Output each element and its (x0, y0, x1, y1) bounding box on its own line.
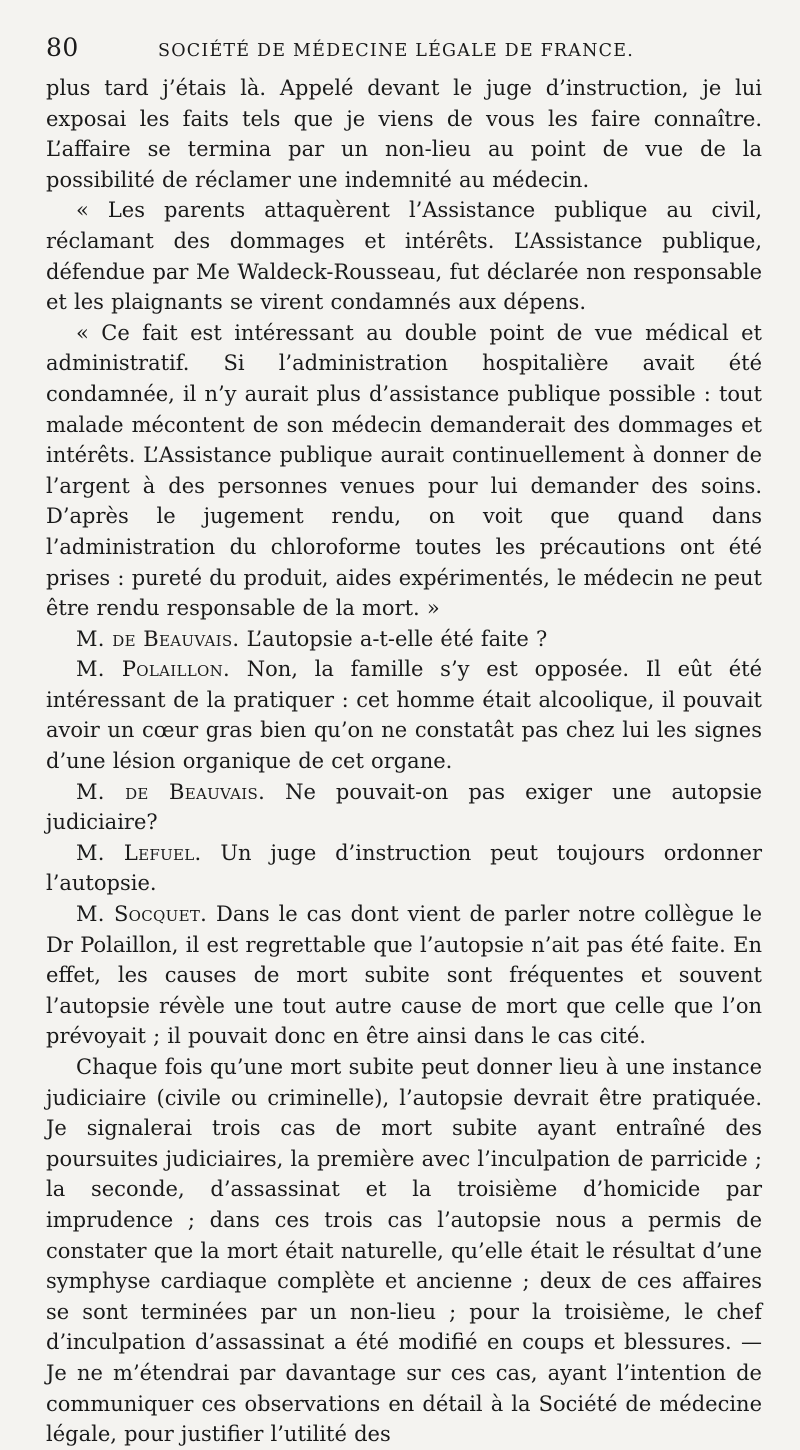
paragraph-text: Un juge d’instruction peut toujours ordonner l’autopsie. (46, 840, 762, 896)
body-text (46, 73, 762, 1450)
page-header (46, 33, 762, 73)
paragraph-text: « Ce fait est intéressant au double point de vue médical et administratif. Si l’administration hospitalière avait été condamnée, il n’y aurait plus d’assistance publique possible : tout malade mécontent de son médecin demanderait des dommages et intérêts. L’Assistance publique aurait continuellement à donner de l’argent à des personnes venues pour lui demander des soins. D’après le jugement rendu, on voit que quand dans l’administration du chloroforme toutes les précautions ont été prises : pureté du produit, aides expérimentés, le médecin ne peut être rendu responsable de la mort. » (46, 320, 762, 621)
paragraph-final (46, 1052, 762, 1450)
speaker-name: M. Lefuel. (76, 840, 202, 865)
dialogue-beauvais-1 (46, 624, 762, 655)
dialogue-socquet (46, 899, 762, 1052)
page-number: 80 (46, 33, 79, 62)
speaker-name: M. Polaillon. (76, 657, 230, 682)
speaker-name: M. de Beauvais. (76, 626, 240, 651)
paragraph-text: Chaque fois qu’une mort subite peut donner lieu à une instance judiciaire (civile ou criminelle), l’autopsie devrait être pratiquée. Je signalerai trois cas de mort subite ayant entraîné des poursuites judiciaires, la première avec l’inculpation de parricide ; la seconde, d’assassinat et la troisième d’homicide par imprudence ; dans ces trois cas l’autopsie nous a permis de constater que la mort était naturelle, qu’elle était le résultat d’une symphyse cardiaque complète et ancienne ; deux de ces affaires se sont terminées par un non-lieu ; pour la troisième, le chef d’inculpation d’assassinat a été modifié en coups et blessures. — Je ne m’étendrai par davantage sur ces cas, ayant l’intention de communiquer ces observations en détail à la Société de médecine légale, pour justifier l’utilité des (46, 1055, 762, 1447)
paragraph-2 (46, 195, 762, 317)
running-head: SOCIÉTÉ DE MÉDECINE LÉGALE DE FRANCE. (158, 41, 634, 61)
paragraph-text: Ne pouvait-on pas exiger une autopsie judiciaire? (46, 779, 763, 835)
paragraph-text: plus tard j’étais là. Appelé devant le juge d’instruction, je lui exposai les faits tels que je viens de vous les faire connaître. L’affaire se termina par un non-lieu au point de vue de la possibilité de réclamer une indemnité au médecin. (46, 76, 762, 192)
speaker-name: M. Socquet. (76, 902, 208, 927)
speaker-name: M. de Beauvais. (76, 779, 266, 804)
paragraph-1 (46, 73, 762, 195)
paragraph-3 (46, 318, 762, 624)
paragraph-text: « Les parents attaquèrent l’Assistance publique au civil, réclamant des dommages et intérêts. L’Assistance publique, défendue par Me Waldeck-Rousseau, fut déclarée non responsable et les plaignants se virent condamnés aux dépens. (46, 198, 762, 315)
paragraph-text: Dans le cas dont vient de parler notre collègue le Dr Polaillon, il est regrettable que l’autopsie n’ait pas été faite. En effet, les causes de mort subite sont fréquentes et souvent l’autopsie révèle une tout autre cause de mort que celle que l’on prévoyait ; il pouvait donc en être ainsi dans le cas cité. (46, 902, 762, 1049)
paragraph-text: Non, la famille s’y est opposée. Il eût été intéressant de la pratiquer : cet homme était alcoolique, il pouvait avoir un cœur gras bien qu’on ne constatât pas chez lui les signes d’une lésion organique de cet organe. (46, 657, 762, 774)
paragraph-text: L’autopsie a-t-elle été faite ? (239, 626, 548, 651)
dialogue-lefuel (46, 838, 762, 899)
dialogue-polaillon (46, 654, 762, 776)
dialogue-beauvais-2 (46, 777, 762, 838)
